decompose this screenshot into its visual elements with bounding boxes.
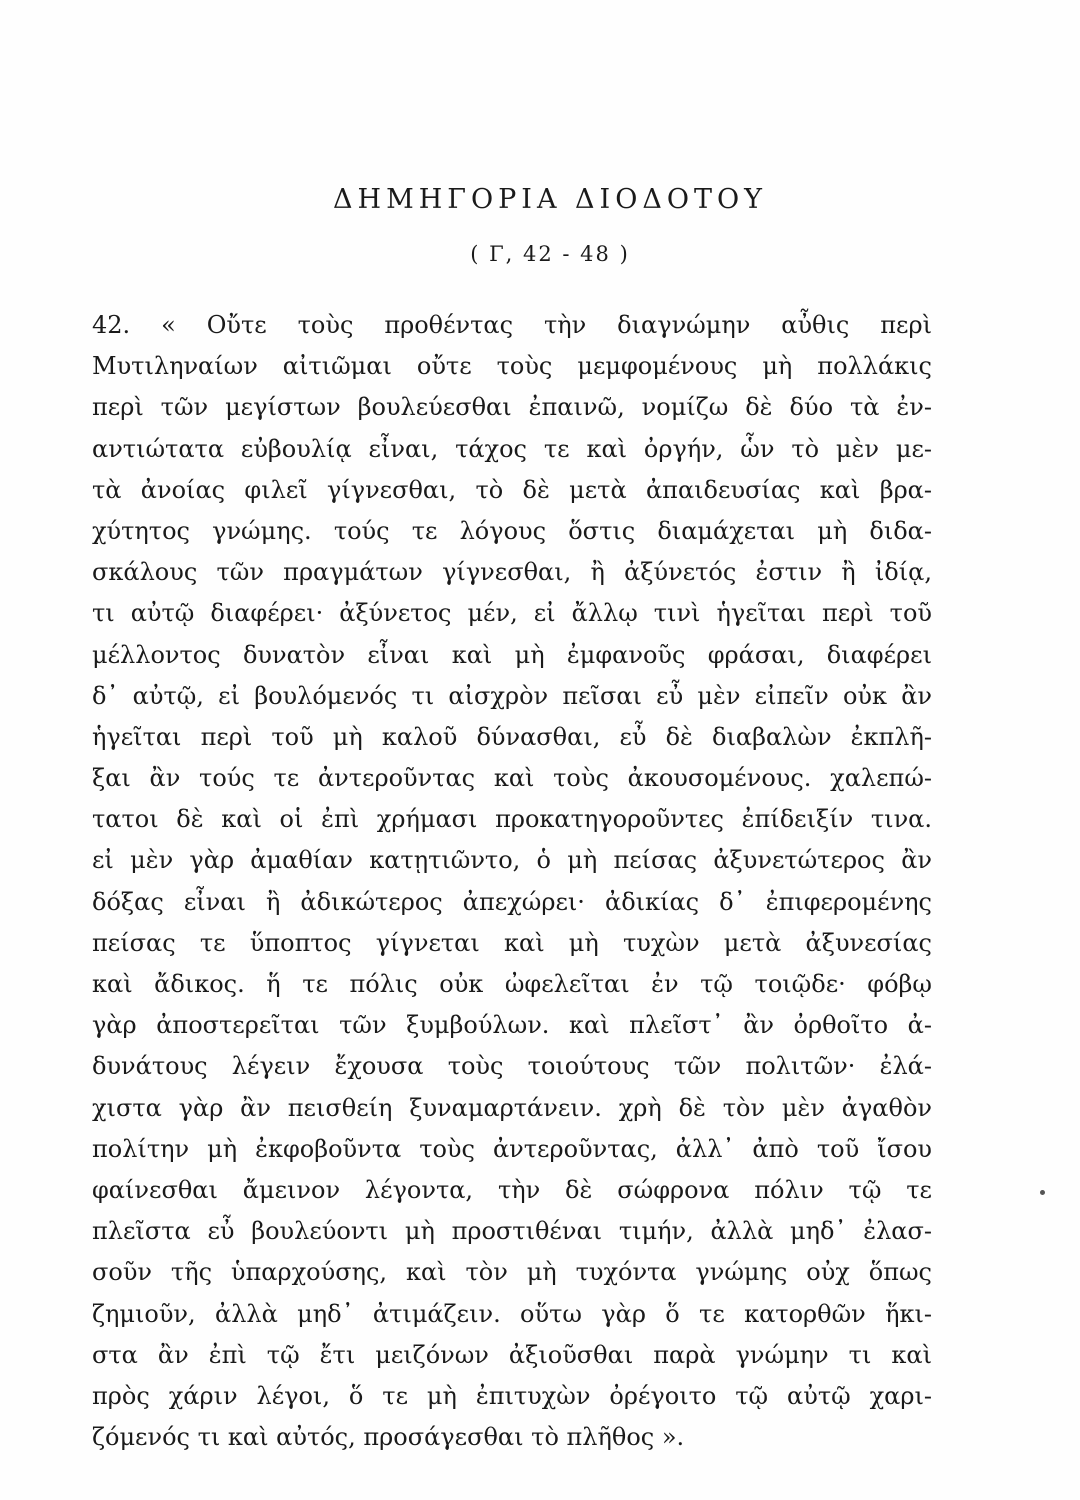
text-line: τὰ ἀνοίας φιλεῖ γίγνεσθαι, τὸ δὲ μετὰ ἀπαιδευσίας καὶ βρα- <box>92 475 932 504</box>
text-line: πείσας τε ὕποπτος γίγνεται καὶ μὴ τυχὼν μετὰ ἀξυνεσίας <box>92 928 932 957</box>
text-line: δ᾿ αὐτῷ, εἰ βουλόμενός τι αἰσχρὸν πεῖσαι εὖ μὲν εἰπεῖν οὐκ ἂν <box>92 681 932 710</box>
text-line: ζημιοῦν, ἀλλὰ μηδ᾿ ἀτιμάζειν. οὕτω γὰρ ὅ τε κατορθῶν ἥκι- <box>92 1299 932 1328</box>
text-line: σκάλους τῶν πραγμάτων γίγνεσθαι, ἢ ἀξύνετός ἐστιν ἢ ἰδίᾳ, <box>92 558 932 587</box>
chapter-reference: ( Γ, 42 - 48 ) <box>470 242 630 266</box>
text-line: φαίνεσθαι ἄμεινον λέγοντα, τὴν δὲ σώφρονα πόλιν τῷ τε <box>92 1175 932 1204</box>
text-line: περὶ τῶν μεγίστων βουλεύεσθαι ἐπαινῶ, νομίζω δὲ δύο τὰ ἐν- <box>92 393 932 422</box>
text-line: 42. « Οὔτε τοὺς προθέντας τὴν διαγνώμην αὖθις περὶ <box>92 311 932 339</box>
text-line: εἰ μὲν γὰρ ἀμαθίαν κατῃτιῶντο, ὁ μὴ πείσας ἀξυνετώτερος ἂν <box>92 846 932 875</box>
text-line: πρὸς χάριν λέγοι, ὅ τε μὴ ἐπιτυχὼν ὀρέγοιτο τῷ αὐτῷ χαρι- <box>92 1381 932 1410</box>
text-line: χύτητος γνώμης. τούς τε λόγους ὅστις διαμάχεται μὴ διδα- <box>92 516 932 545</box>
text-line: μέλλοντος δυνατὸν εἶναι καὶ μὴ ἐμφανοῦς φράσαι, διαφέρει <box>92 640 932 669</box>
text-line: πλεῖστα εὖ βουλεύοντι μὴ προστιθέναι τιμήν, ἀλλὰ μηδ᾿ ἐλασ- <box>92 1217 932 1246</box>
text-line: καὶ ἄδικος. ἥ τε πόλις οὐκ ὠφελεῖται ἐν τῷ τοιῷδε· φόβῳ <box>92 970 932 998</box>
text-line: δυνάτους λέγειν ἔχουσα τοὺς τοιούτους τῶν πολιτῶν· ἐλά- <box>92 1052 932 1081</box>
text-line: σοῦν τῆς ὑπαρχούσης, καὶ τὸν μὴ τυχόντα γνώμης οὐχ ὅπως <box>92 1258 932 1287</box>
text-line: ἡγεῖται περὶ τοῦ μὴ καλοῦ δύνασθαι, εὖ δὲ διαβαλὼν ἐκπλῆ- <box>92 722 932 751</box>
text-line: Μυτιληναίων αἰτιῶμαι οὔτε τοὺς μεμφομένους μὴ πολλάκις <box>92 352 932 381</box>
text-line: γὰρ ἀποστερεῖται τῶν ξυμβούλων. καὶ πλεῖστ᾿ ἂν ὀρθοῖτο ἀ- <box>92 1011 932 1040</box>
speech-text <box>92 305 932 1458</box>
text-line: ξαι ἂν τούς τε ἀντεροῦντας καὶ τοὺς ἀκουσομένους. χαλεπώ- <box>92 764 932 793</box>
text-line: τι αὐτῷ διαφέρει· ἀξύνετος μέν, εἰ ἄλλῳ τινὶ ἡγεῖται περὶ τοῦ <box>92 599 932 628</box>
text-line: στα ἂν ἐπὶ τῷ ἔτι μειζόνων ἀξιοῦσθαι παρὰ γνώμην τι καὶ <box>92 1340 932 1369</box>
text-line: αντιώτατα εὐβουλίᾳ εἶναι, τάχος τε καὶ ὀργήν, ὧν τὸ μὲν με- <box>92 434 932 463</box>
text-line-last: ζόμενός τι καὶ αὐτός, προσάγεσθαι τὸ πλῆθος ». <box>92 1423 685 1452</box>
ink-speck <box>1040 1190 1045 1195</box>
text-line: δόξας εἶναι ἢ ἀδικώτερος ἀπεχώρει· ἀδικίας δ᾿ ἐπιφερομένης <box>92 887 932 916</box>
text-line: πολίτην μὴ ἐκφοβοῦντα τοὺς ἀντεροῦντας, ἀλλ᾿ ἀπὸ τοῦ ἴσου <box>92 1134 932 1163</box>
page-title: ΔΗΜΗΓΟΡΙΑ ΔΙΟΔΟΤΟΥ <box>333 184 767 215</box>
text-line: τατοι δὲ καὶ οἱ ἐπὶ χρήμασι προκατηγοροῦντες ἐπίδειξίν τινα. <box>92 805 932 834</box>
text-line: χιστα γὰρ ἂν πεισθείη ξυναμαρτάνειν. χρὴ δὲ τὸν μὲν ἀγαθὸν <box>92 1093 932 1122</box>
